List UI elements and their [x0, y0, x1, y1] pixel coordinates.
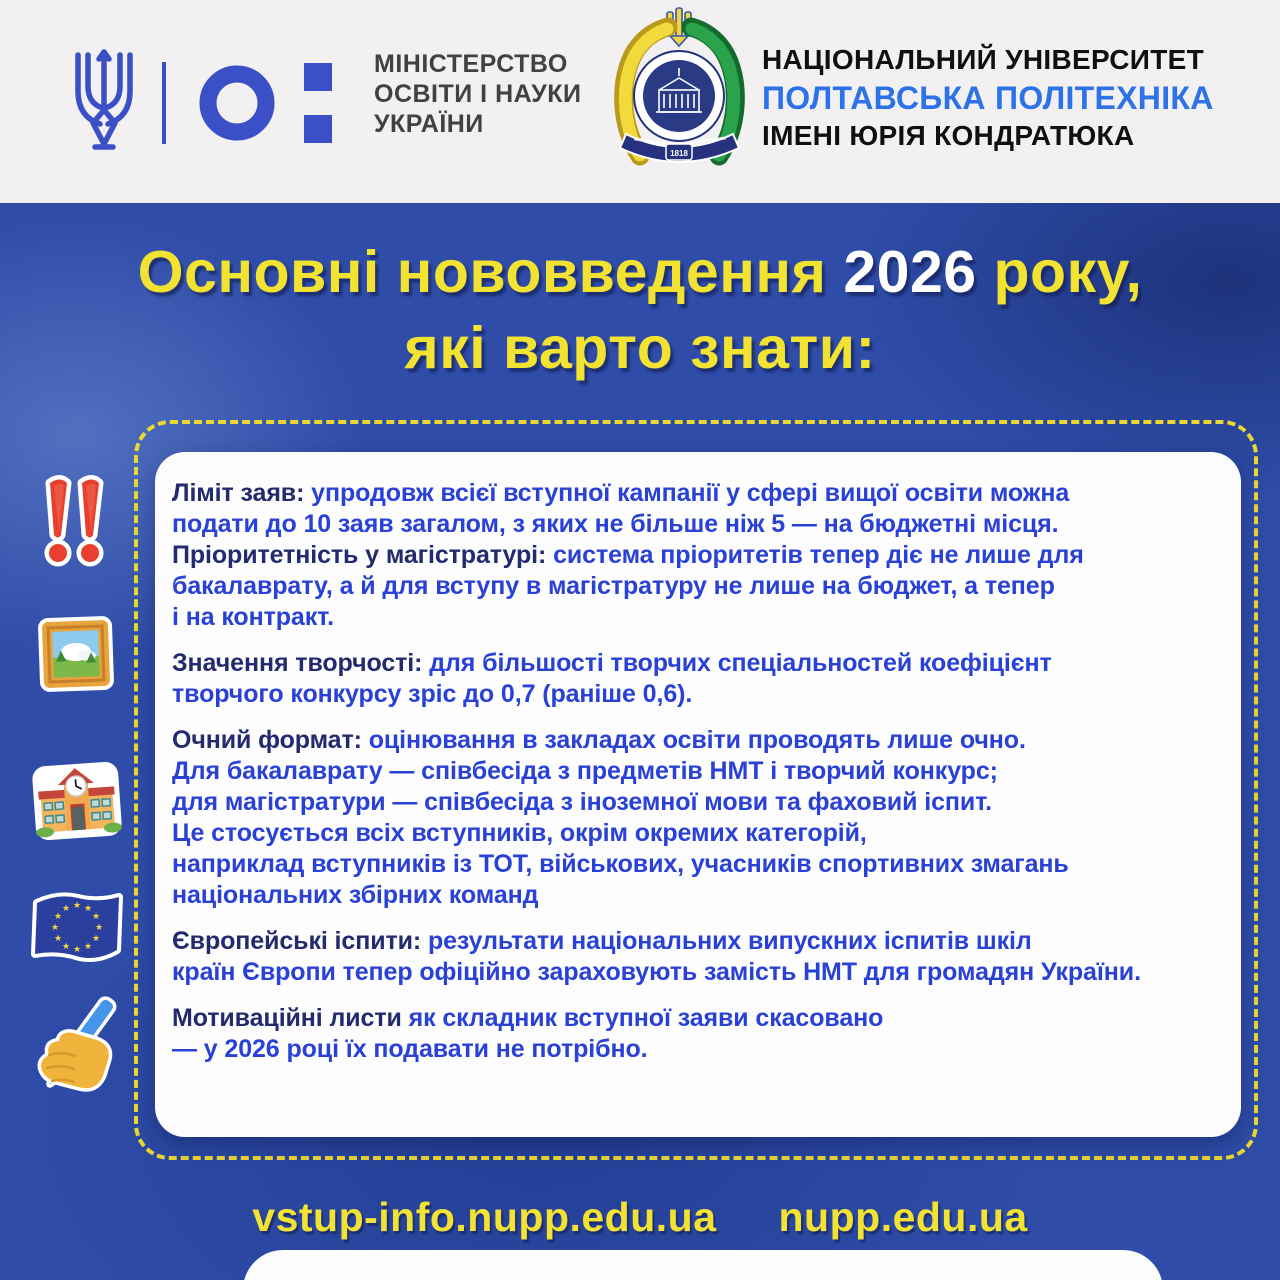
writing-hand-icon — [26, 992, 122, 1110]
text-line — [172, 478, 1227, 509]
section-text: країн Європи тепер офіційно зараховують замість НМТ для громадян України. — [172, 958, 1141, 986]
header-divider — [162, 62, 166, 144]
svg-text:★: ★ — [50, 923, 60, 933]
text-line — [172, 880, 1227, 911]
emblem-year: 1818 — [670, 149, 688, 158]
title-part: Основні нововведення — [137, 239, 844, 305]
trident-icon — [72, 48, 136, 152]
section-text: Для бакалаврату — співбесіда з предметів НМТ і творчий конкурс; — [172, 757, 998, 785]
svg-text:★: ★ — [91, 912, 101, 922]
text-line — [172, 849, 1227, 880]
section-text: упродовж всієї вступної кампанії у сфері вищої освіти можна — [311, 479, 1070, 507]
university-line1: НАЦІОНАЛЬНИЙ УНІВЕРСИТЕТ — [762, 44, 1204, 75]
ministry-line: МІНІСТЕРСТВО — [374, 50, 568, 78]
text-line — [172, 602, 1227, 633]
info-section — [172, 926, 1227, 988]
section-text: Це стосується всіх вступників, окрім окремих категорій, — [172, 819, 867, 847]
section-text: — у 2026 році їх подавати не потрібно. — [172, 1035, 648, 1063]
section-heading: Ліміт заяв: — [172, 479, 312, 507]
svg-text:★: ★ — [61, 942, 71, 952]
text-line — [172, 957, 1227, 988]
university-line3: ІМЕНІ ЮРІЯ КОНДРАТЮКА — [762, 120, 1135, 151]
svg-text:★: ★ — [83, 942, 93, 952]
text-line — [172, 818, 1227, 849]
page-title — [0, 234, 1280, 386]
text-line — [172, 1034, 1227, 1065]
section-text: оцінювання в закладах освіти проводять лише очно. — [368, 726, 1026, 754]
section-text: для більшості творчих спеціальностей коефіцієнт — [429, 649, 1052, 677]
section-text: національних збірних команд — [172, 881, 539, 909]
section-heading: Значення творчості: — [172, 649, 430, 677]
text-line — [172, 679, 1227, 710]
svg-text:★: ★ — [91, 934, 101, 944]
bottom-card-partial — [243, 1250, 1163, 1280]
section-text: бакалаврату, а й для вступу в магістратуру не лише на бюджет, а тепер — [172, 572, 1055, 600]
university-emblem-icon — [612, 6, 747, 181]
text-line — [172, 540, 1227, 571]
section-heading: Мотиваційні листи — [172, 1004, 409, 1032]
ministry-line: УКРАЇНИ — [374, 110, 484, 138]
footer-links — [0, 1194, 1280, 1241]
header — [0, 0, 1280, 203]
svg-text:★: ★ — [94, 923, 104, 933]
section-text: як складник вступної заяви скасовано — [408, 1004, 884, 1032]
info-section — [172, 478, 1227, 633]
school-icon — [30, 756, 124, 846]
info-section — [172, 725, 1227, 911]
info-section — [172, 1003, 1227, 1065]
section-text: для магістратури — співбесіда з іноземної мови та фаховий іспит. — [172, 788, 992, 816]
svg-text:★: ★ — [72, 901, 82, 911]
text-line — [172, 1003, 1227, 1034]
svg-text:★: ★ — [72, 945, 82, 955]
content-card — [155, 452, 1241, 1137]
ministry-name — [374, 49, 582, 139]
section-heading: Європейські іспити: — [172, 927, 428, 955]
section-text: наприклад вступників із ТОТ, військових, учасників спортивних змагань — [172, 850, 1069, 878]
info-section — [172, 648, 1227, 710]
text-line — [172, 509, 1227, 540]
svg-text:★: ★ — [53, 912, 63, 922]
text-line — [172, 756, 1227, 787]
link-nupp[interactable]: nupp.edu.ua — [778, 1194, 1028, 1240]
section-text: система пріоритетів тепер діє не лише для — [553, 541, 1084, 569]
section-text: подати до 10 заяв загалом, з яких не більше ніж 5 — на бюджетні місця. — [172, 510, 1059, 538]
eu-flag-icon — [28, 884, 124, 970]
university-line2: ПОЛТАВСЬКА ПОЛІТЕХНІКА — [762, 80, 1214, 116]
framed-picture-icon — [36, 614, 116, 694]
svg-text:★: ★ — [53, 934, 63, 944]
sections-container — [172, 478, 1227, 1065]
university-name — [762, 42, 1214, 154]
text-line — [172, 648, 1227, 679]
ministry-line: ОСВІТИ І НАУКИ — [374, 80, 582, 108]
text-line — [172, 926, 1227, 957]
section-text: творчого конкурсу зріс до 0,7 (раніше 0,6). — [172, 680, 693, 708]
svg-text:★: ★ — [61, 904, 71, 914]
double-exclamation-icon — [40, 474, 112, 572]
section-heading: Очний формат: — [172, 726, 369, 754]
text-line — [172, 787, 1227, 818]
title-part: року, — [976, 239, 1143, 305]
mon-ring-colon-icon — [198, 60, 334, 146]
link-vstup-info[interactable]: vstup-info.nupp.edu.ua — [252, 1194, 717, 1240]
title-line2: які варто знати: — [404, 315, 876, 381]
text-line — [172, 725, 1227, 756]
text-line — [172, 571, 1227, 602]
section-heading: Пріоритетність у магістратурі: — [172, 541, 554, 569]
title-part-year: 2026 — [843, 239, 977, 305]
title-line1 — [0, 234, 1280, 310]
section-text: результати національних випускних іспитів шкіл — [427, 927, 1032, 955]
svg-text:★: ★ — [83, 904, 93, 914]
section-text: і на контракт. — [172, 603, 334, 631]
